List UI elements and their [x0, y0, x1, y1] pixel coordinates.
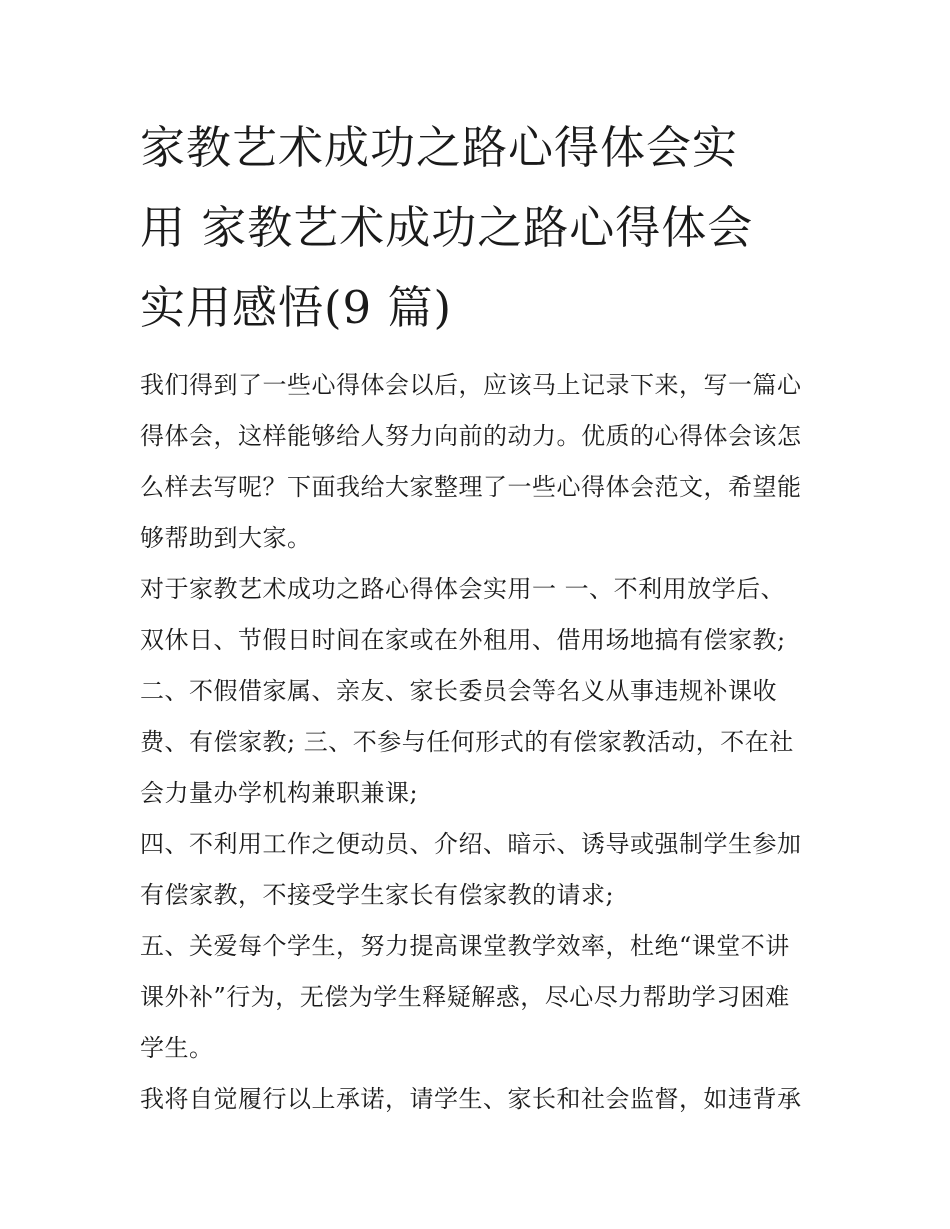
text-line: 够帮助到大家。 — [140, 524, 312, 552]
text-line: 二、不假借家属、亲友、家长委员会等名义从事违规补课收 — [140, 677, 777, 705]
text-line: 五、关爱每个学生，努力提高课堂教学效率，杜绝“课堂不讲 — [140, 932, 790, 960]
title-line: 实用感悟(9 篇) — [140, 281, 453, 334]
document-body — [140, 360, 816, 1125]
title-line: 用 家教艺术成功之路心得体会 — [140, 201, 754, 254]
text-line: 我们得到了一些心得体会以后，应该马上记录下来，写一篇心 — [140, 371, 802, 399]
title-line: 家教艺术成功之路心得体会实 — [140, 121, 739, 174]
text-line: 四、不利用工作之便动员、介绍、暗示、诱导或强制学生参加 — [140, 830, 802, 858]
text-line: 费、有偿家教; 三、不参与任何形式的有偿家教活动，不在社 — [140, 728, 794, 756]
text-line: 学生。 — [140, 1034, 214, 1062]
paragraph-point-5 — [140, 921, 816, 1074]
intro-paragraph — [140, 360, 816, 564]
paragraph-commitment — [140, 1074, 816, 1125]
text-line: 课外补”行为，无偿为学生释疑解惑，尽心尽力帮助学习困难 — [140, 983, 790, 1011]
text-line: 么样去写呢？下面我给大家整理了一些心得体会范文，希望能 — [140, 473, 802, 501]
text-line: 有偿家教，不接受学生家长有偿家教的请求; — [140, 881, 615, 909]
text-line: 对于家教艺术成功之路心得体会实用一 一、不利用放学后、 — [140, 575, 786, 603]
text-line: 我将自觉履行以上承诺，请学生、家长和社会监督，如违背承 — [140, 1085, 802, 1113]
text-line: 会力量办学机构兼职兼课; — [140, 779, 419, 807]
document-title — [140, 108, 816, 348]
text-line: 双休日、节假日时间在家或在外租用、借用场地搞有偿家教; — [140, 626, 786, 654]
document-page — [140, 108, 816, 1125]
paragraph-points-1-3 — [140, 564, 816, 819]
text-line: 得体会，这样能够给人努力向前的动力。优质的心得体会该怎 — [140, 422, 802, 450]
paragraph-point-4 — [140, 819, 816, 921]
